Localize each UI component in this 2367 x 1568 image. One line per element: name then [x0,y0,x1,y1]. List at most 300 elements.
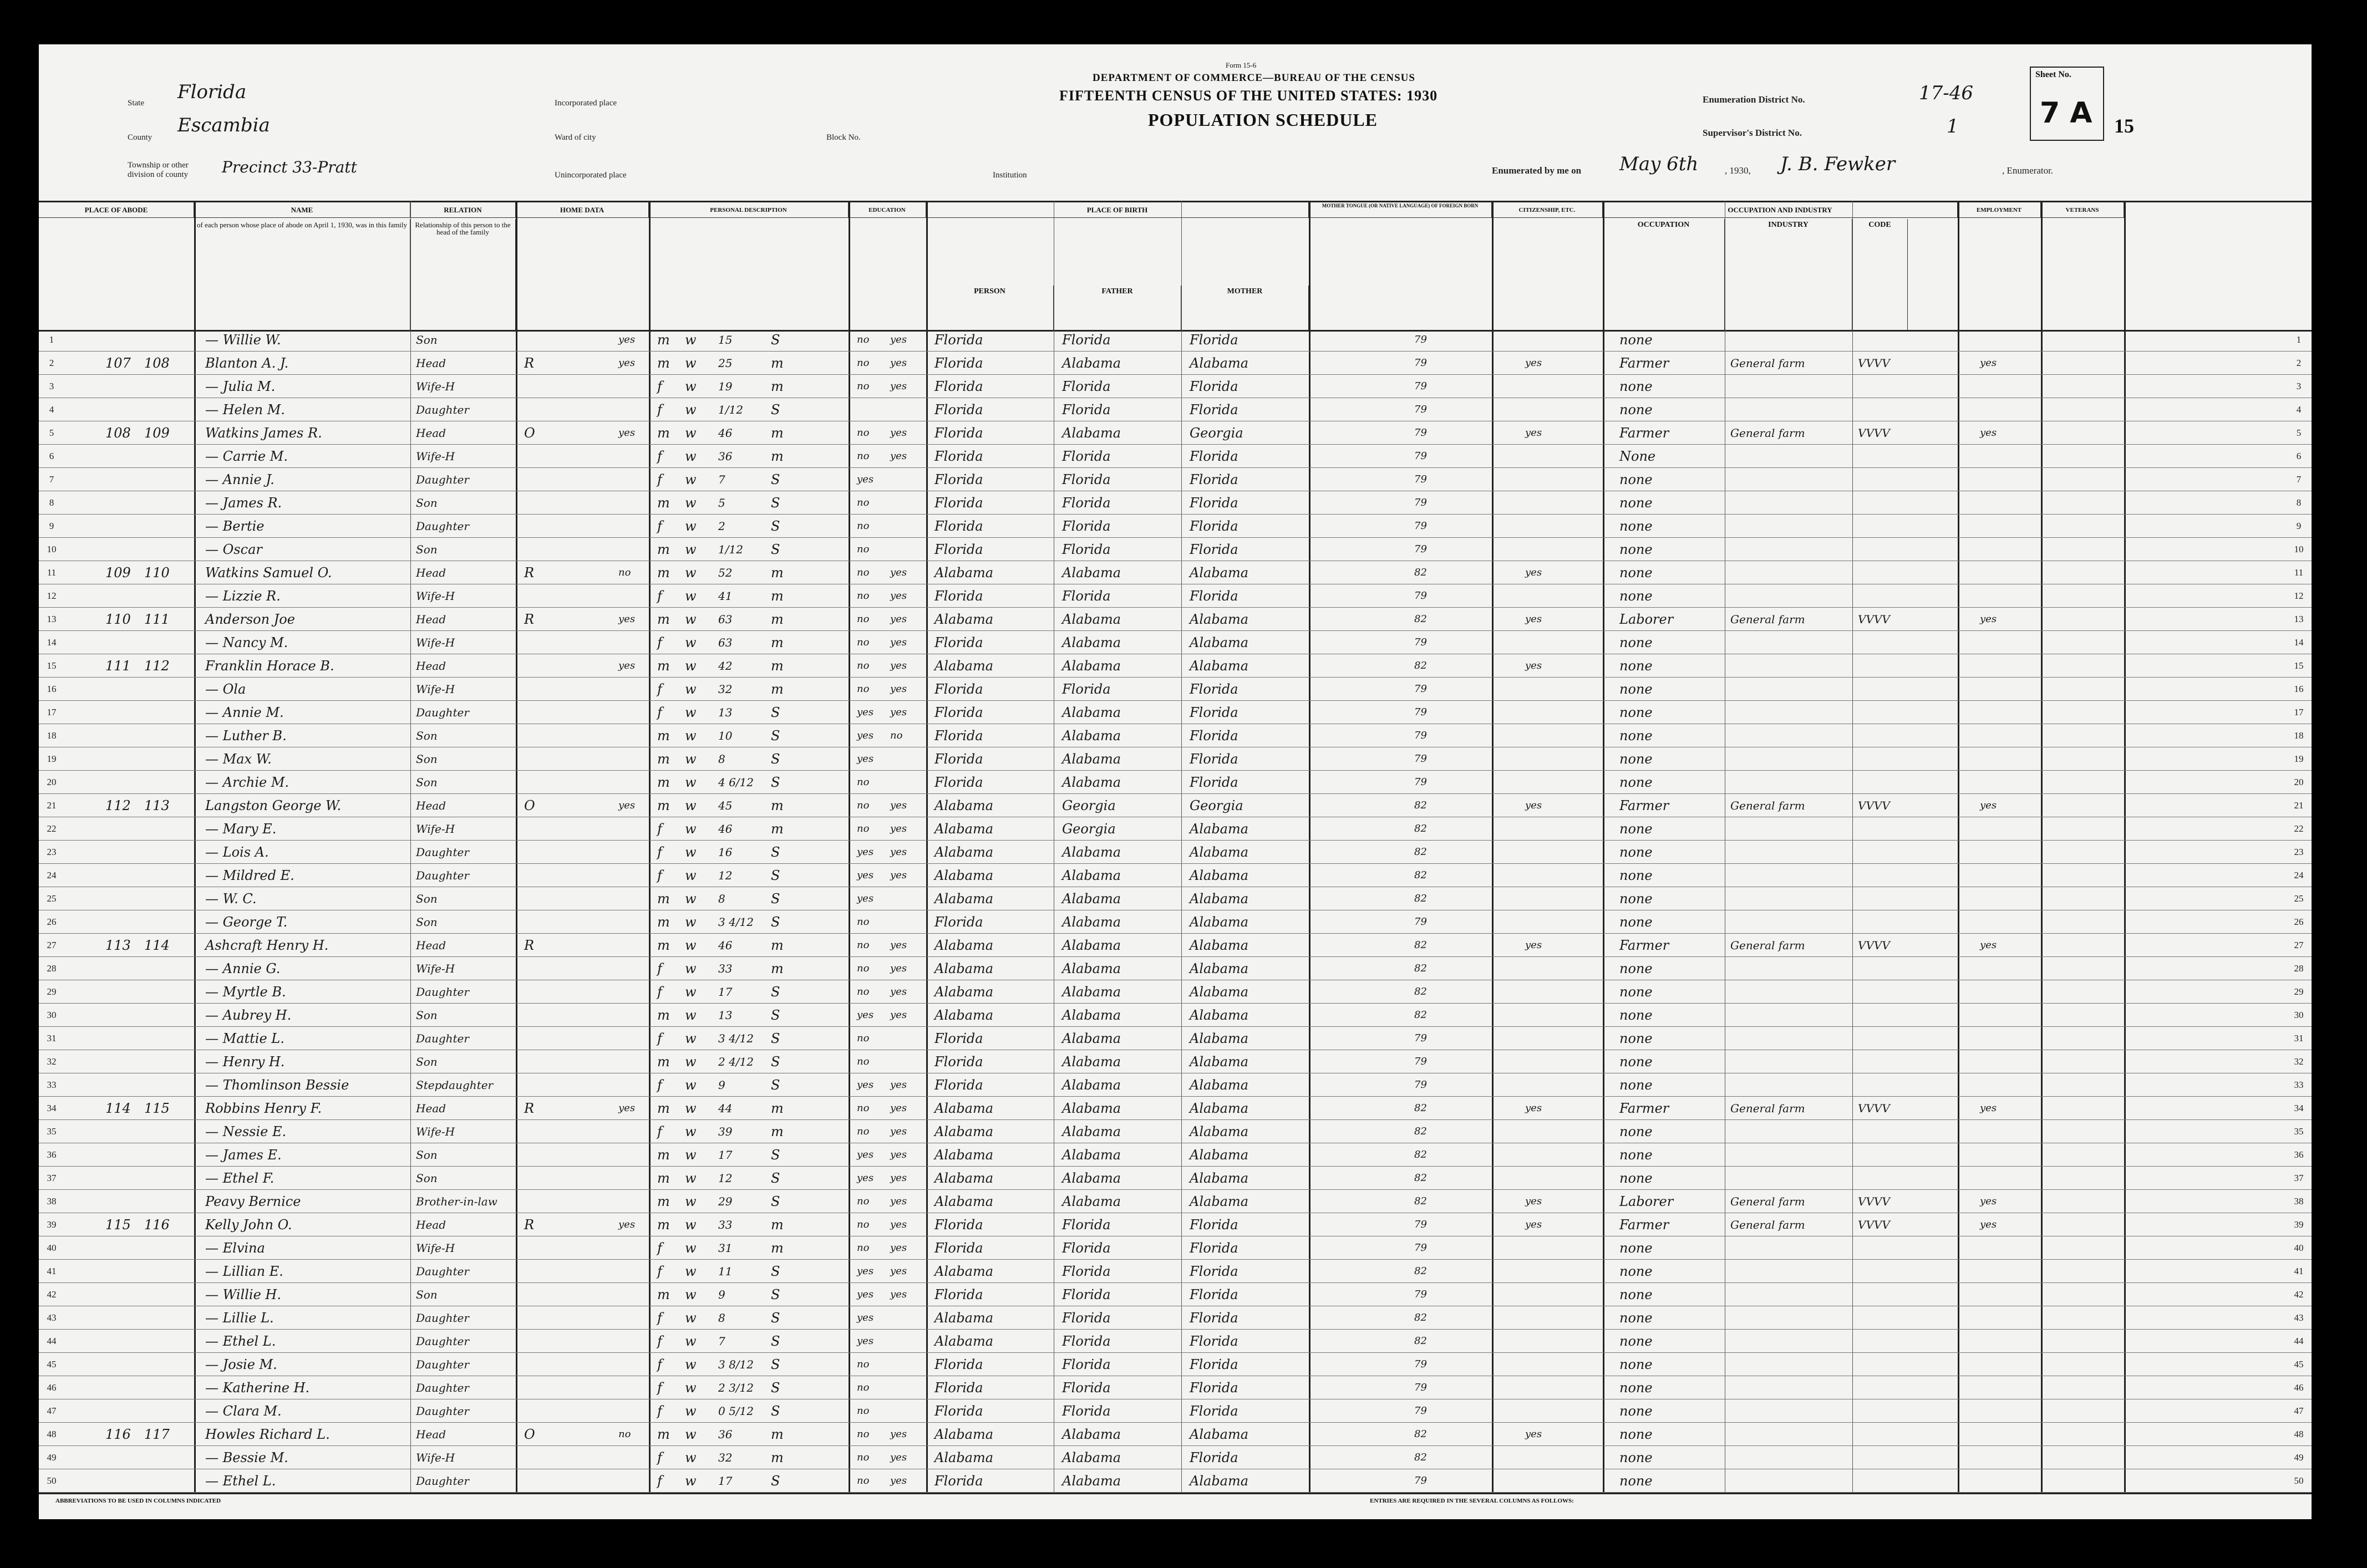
cell-sex: f [657,1473,662,1489]
table-row [39,375,2312,398]
cell-mbp: Alabama [1190,821,1249,837]
table-row [39,328,2312,352]
cell-read: yes [890,1149,907,1160]
cell-emp: yes [1980,1219,1997,1230]
cell-mbp: Florida [1190,1264,1238,1279]
cell-race: w [685,1310,697,1326]
cell-mar: m [771,1240,784,1256]
cell-sex: f [657,705,662,720]
cell-fbp: Alabama [1062,751,1121,767]
cell-rel: Son [416,543,438,556]
cell-rel: Son [416,915,438,929]
cell-fbp: Alabama [1062,658,1121,674]
cell-fam: 115 [144,1101,170,1116]
table-row [39,864,2312,887]
cell-school: no [857,1242,870,1254]
cell-name: — Helen M. [205,402,285,418]
cell-mbp: Alabama [1190,1101,1249,1116]
cell-occ: Farmer [1619,1101,1669,1116]
cell-name: — James R. [205,495,282,511]
table-row [39,934,2312,957]
cell-fbp: Florida [1062,588,1111,604]
cell-race: w [685,1264,697,1279]
cell-name: — Annie G. [205,961,281,976]
cell-sex: f [657,472,662,487]
cell-occ: none [1619,1264,1653,1279]
cell-occ: Farmer [1619,798,1669,813]
cell-mbp: Florida [1190,705,1238,720]
cell-school: no [857,1056,870,1067]
cell-race: w [685,1101,697,1116]
census-sheet [39,44,2312,1519]
cell-rel: Son [416,892,438,905]
cell-race: w [685,914,697,930]
cell-school: yes [857,1149,874,1160]
cell-code: 82 [1414,1009,1427,1021]
cell-name: — James E. [205,1147,282,1163]
line-number: 8 [49,497,54,508]
cell-bp: Florida [934,1054,983,1070]
cell-code: 79 [1414,1219,1427,1230]
cell-name: Watkins James R. [205,425,322,441]
cell-occ: none [1619,588,1653,604]
ward-label: Ward of city [555,133,596,142]
cell-code: 79 [1414,590,1427,602]
line-number: 13 [47,614,57,624]
census-title: FIFTEENTH CENSUS OF THE UNITED STATES: 1930 [1059,88,1438,104]
line-number-right: 47 [2294,1406,2304,1416]
supervisor-value: 1 [1947,115,1959,138]
cell-school: no [857,800,870,811]
cell-mbp: Alabama [1190,612,1249,627]
cell-name: Watkins Samuel O. [205,565,332,581]
cell-occ: none [1619,1333,1653,1349]
cell-rel: Daughter [416,1404,469,1418]
cell-sex: f [657,379,662,394]
cell-code: 82 [1414,1149,1427,1160]
cell-code: 79 [1414,380,1427,392]
cell-age: 39 [718,1125,733,1138]
table-row [39,1004,2312,1027]
cell-fbp: Alabama [1062,1473,1121,1489]
cell-bp: Alabama [934,1427,994,1442]
cell-mar: m [771,565,784,581]
cell-bp: Florida [934,681,983,697]
cell-bp: Alabama [934,868,994,883]
cell-code: 79 [1414,543,1427,555]
cell-age: 41 [718,589,733,603]
cell-age: 16 [718,846,733,859]
cell-name: — Mildred E. [205,868,294,883]
cell-occ: none [1619,542,1653,557]
cell-school: no [857,543,870,555]
cell-rel: Son [416,1148,438,1162]
enum-district-value: 17-46 [1919,82,1974,104]
line-number: 22 [47,823,57,834]
cell-rel: Daughter [416,846,469,859]
cell-age: 7 [718,473,725,486]
cell-fbp: Alabama [1062,844,1121,860]
name-column-header: of each person whose place of abode on April 1, 1930, was in this family [194,219,410,330]
cell-sex: m [657,1217,670,1233]
line-number: 7 [49,474,54,485]
cell-age: 0 5/12 [718,1404,754,1418]
cell-rel: Wife-H [416,1241,455,1255]
cell-age: 3 4/12 [718,915,754,929]
table-row [39,538,2312,561]
cell-read: yes [890,963,907,974]
cell-race: w [685,775,697,790]
cell-rel: Daughter [416,1381,469,1394]
cell-occ: none [1619,1031,1653,1046]
line-number: 34 [47,1103,57,1113]
cell-fbp: Florida [1062,1264,1111,1279]
cell-ind: General farm [1730,357,1805,370]
cell-age: 10 [718,729,733,742]
cell-mbp: Alabama [1190,565,1249,581]
cell-mbp: Alabama [1190,658,1249,674]
cell-school: no [857,916,870,928]
cell-dw: 110 [105,612,131,627]
table-row [39,608,2312,631]
cell-mar: S [771,1357,780,1372]
cell-sex: f [657,681,662,697]
cell-mar: S [771,1031,780,1046]
table-row [39,1260,2312,1283]
cell-school: yes [857,753,874,765]
cell-rel: Head [416,939,446,952]
cell-sex: m [657,1170,670,1186]
cell-mar: S [771,868,780,883]
table-row [39,1190,2312,1213]
county-value: Escambia [177,114,270,136]
line-number: 23 [47,847,57,857]
cell-age: 44 [718,1102,733,1115]
cell-race: w [685,1124,697,1139]
line-number: 16 [47,684,57,694]
cell-name: Anderson Joe [205,612,295,627]
line-number-right: 32 [2294,1056,2304,1067]
cell-own: O [524,1427,535,1442]
cell-mbp: Florida [1190,588,1238,604]
cell-mar: m [771,938,784,953]
cell-rel: Son [416,1172,438,1185]
table-row [39,1423,2312,1446]
cell-mar: m [771,1101,784,1116]
cell-bp: Florida [934,1240,983,1256]
cell-school: no [857,590,870,602]
cell-mar: m [771,612,784,627]
cell-school: no [857,1219,870,1230]
cell-race: w [685,1007,697,1023]
cell-occ: none [1619,1450,1653,1465]
cell-sex: m [657,1054,670,1070]
cell-race: w [685,1403,697,1419]
cell-age: 46 [718,822,733,836]
cell-rel: Son [416,729,438,742]
cell-radio: yes [618,334,636,345]
birth-father-header: FATHER [1054,286,1181,330]
cell-bp: Alabama [934,1194,994,1209]
cell-race: w [685,938,697,953]
cell-rel: Head [416,426,446,440]
cell-bp: Florida [934,1217,983,1233]
line-number: 3 [49,381,54,391]
cell-ocode: VVVV [1858,1195,1890,1208]
cell-school: yes [857,1172,874,1184]
cell-rel: Daughter [416,706,469,719]
cell-mbp: Florida [1190,472,1238,487]
cell-fbp: Florida [1062,495,1111,511]
cell-occ: none [1619,1054,1653,1070]
cell-fbp: Alabama [1062,425,1121,441]
cell-occ: none [1619,1427,1653,1442]
cell-mar: S [771,891,780,907]
cell-name: — Nessie E. [205,1124,287,1139]
table-row [39,1050,2312,1073]
line-number: 14 [47,637,57,648]
cell-mar: m [771,658,784,674]
cell-age: 4 6/12 [718,776,754,789]
line-number-right: 25 [2294,893,2304,904]
cell-school: yes [857,846,874,858]
cell-age: 31 [718,1241,733,1255]
cell-code: 79 [1414,1242,1427,1254]
census-year: , 1930, [1725,165,1751,176]
cell-name: — Lillie L. [205,1310,274,1326]
cell-rel: Head [416,659,446,673]
cell-fam: 111 [144,612,170,627]
cell-age: 17 [718,985,733,999]
cell-fbp: Alabama [1062,1450,1121,1465]
cell-race: w [685,821,697,837]
cell-race: w [685,1031,697,1046]
cell-read: yes [890,427,907,439]
cell-occ: none [1619,635,1653,650]
cell-bp: Florida [934,588,983,604]
cell-sex: m [657,938,670,953]
cell-rel: Wife-H [416,1125,455,1138]
cell-bp: Alabama [934,1170,994,1186]
line-number-right: 17 [2294,707,2304,717]
cell-mbp: Alabama [1190,961,1249,976]
cell-occ: Laborer [1619,1194,1674,1209]
group-citizenship: CITIZENSHIP, ETC. [1492,202,1603,218]
cell-name: — Archie M. [205,775,289,790]
line-number-right: 21 [2294,800,2304,811]
cell-sex: m [657,495,670,511]
cell-occ: None [1619,449,1656,464]
cell-sex: f [657,1333,662,1349]
cell-ocode: VVVV [1858,613,1890,626]
line-number: 45 [47,1359,57,1370]
cell-bp: Florida [934,914,983,930]
cell-dw: 108 [105,425,131,441]
cell-own: R [524,565,535,581]
cell-age: 2 3/12 [718,1381,754,1394]
cell-mbp: Alabama [1190,635,1249,650]
cell-age: 8 [718,1311,725,1325]
cell-rel: Daughter [416,985,469,999]
cell-name: — Mattie L. [205,1031,285,1046]
cell-occ: none [1619,914,1653,930]
cell-fbp: Alabama [1062,1170,1121,1186]
cell-race: w [685,332,697,348]
cell-sex: f [657,1380,662,1396]
cell-school: no [857,1032,870,1044]
cell-age: 12 [718,1172,733,1185]
cell-age: 63 [718,636,733,649]
cell-rel: Daughter [416,869,469,882]
cell-emp: yes [1980,427,1997,439]
cell-race: w [685,891,697,907]
enumerator-name: J. B. Fewker [1780,153,1896,175]
cell-occ: Laborer [1619,612,1674,627]
table-row [39,1283,2312,1306]
cell-code: 82 [1414,1195,1427,1207]
cell-school: yes [857,730,874,741]
table-row [39,654,2312,678]
table-row [39,1073,2312,1097]
cell-age: 7 [718,1335,725,1348]
cell-race: w [685,1077,697,1093]
cell-age: 63 [718,613,733,626]
cell-mar: m [771,798,784,813]
line-number-right: 23 [2294,847,2304,857]
cell-mbp: Alabama [1190,355,1249,371]
cell-sex: m [657,751,670,767]
cell-fam: 109 [144,425,170,441]
cell-occ: none [1619,472,1653,487]
cell-bp: Florida [934,1473,983,1489]
line-number-right: 34 [2294,1103,2304,1113]
cell-mbp: Alabama [1190,891,1249,907]
cell-rel: Head [416,613,446,626]
cell-fbp: Florida [1062,681,1111,697]
cell-fbp: Alabama [1062,1147,1121,1163]
cell-occ: none [1619,1287,1653,1302]
table-row [39,631,2312,654]
cell-mbp: Florida [1190,681,1238,697]
cell-read: yes [890,1265,907,1277]
cell-emp: yes [1980,357,1997,369]
group-name: NAME [194,202,410,218]
cell-sex: f [657,1264,662,1279]
cell-bp: Florida [934,518,983,534]
industry-header: INDUSTRY [1725,219,1852,330]
cell-school: no [857,683,870,695]
cell-fbp: Alabama [1062,891,1121,907]
cell-sex: f [657,1077,662,1093]
cell-school: yes [857,1009,874,1021]
cell-mbp: Alabama [1190,1473,1249,1489]
cell-vet: yes [1525,660,1542,671]
incorporated-label: Incorporated place [555,99,617,108]
line-number: 48 [47,1429,57,1439]
line-number-right: 15 [2294,660,2304,671]
cell-ocode: VVVV [1858,426,1890,440]
cell-rel: Wife-H [416,962,455,975]
cell-bp: Alabama [934,1101,994,1116]
line-number: 39 [47,1219,57,1230]
cell-rel: Head [416,357,446,370]
block-label: Block No. [826,133,861,142]
line-number: 21 [47,800,57,811]
cell-read: yes [890,1289,907,1300]
cell-race: w [685,1194,697,1209]
cell-read: yes [890,1242,907,1254]
cell-name: — Aubrey H. [205,1007,292,1023]
cell-mbp: Alabama [1190,938,1249,953]
cell-race: w [685,1170,697,1186]
cell-occ: none [1619,705,1653,720]
table-row [39,957,2312,980]
cell-mbp: Florida [1190,332,1238,348]
group-place-of-abode: PLACE OF ABODE [39,202,194,218]
cell-name: — Max W. [205,751,272,767]
cell-sex: f [657,868,662,883]
cell-read: yes [890,1102,907,1114]
table-row [39,747,2312,771]
cell-read: yes [890,1219,907,1230]
cell-read: yes [890,1009,907,1021]
cell-name: — Willie W. [205,332,281,348]
cell-age: 36 [718,1428,733,1441]
cell-fbp: Florida [1062,1287,1111,1302]
line-number: 33 [47,1080,57,1090]
cell-fbp: Alabama [1062,961,1121,976]
cell-code: 79 [1414,683,1427,695]
table-row [39,421,2312,445]
line-number: 4 [49,404,54,415]
cell-code: 79 [1414,1289,1427,1300]
cell-mbp: Alabama [1190,1007,1249,1023]
cell-read: yes [890,1126,907,1137]
cell-age: 13 [718,1009,733,1022]
cell-radio: yes [618,660,636,671]
cell-bp: Florida [934,751,983,767]
cell-race: w [685,1450,697,1465]
cell-read: yes [890,1428,907,1440]
cell-mbp: Florida [1190,728,1238,744]
cell-dw: 107 [105,355,131,371]
line-number: 20 [47,777,57,787]
cell-race: w [685,1427,697,1442]
cell-dw: 116 [105,1427,131,1442]
state-label: State [128,99,144,108]
cell-sex: f [657,588,662,604]
cell-bp: Alabama [934,821,994,837]
cell-code: 82 [1414,869,1427,881]
cell-name: — Ethel L. [205,1473,276,1489]
footer [39,1493,2312,1521]
line-number: 28 [47,963,57,974]
line-number-right: 31 [2294,1033,2304,1043]
cell-mar: S [771,1054,780,1070]
cell-mbp: Alabama [1190,1124,1249,1139]
cell-name: Langston George W. [205,798,342,813]
cell-occ: Farmer [1619,425,1669,441]
cell-code: 82 [1414,567,1427,578]
cell-sex: f [657,1403,662,1419]
cell-code: 79 [1414,730,1427,741]
cell-dw: 109 [105,565,131,581]
cell-name: — Mary E. [205,821,277,837]
cell-occ: none [1619,1473,1653,1489]
table-row [39,561,2312,584]
cell-race: w [685,425,697,441]
cell-fbp: Florida [1062,402,1111,418]
